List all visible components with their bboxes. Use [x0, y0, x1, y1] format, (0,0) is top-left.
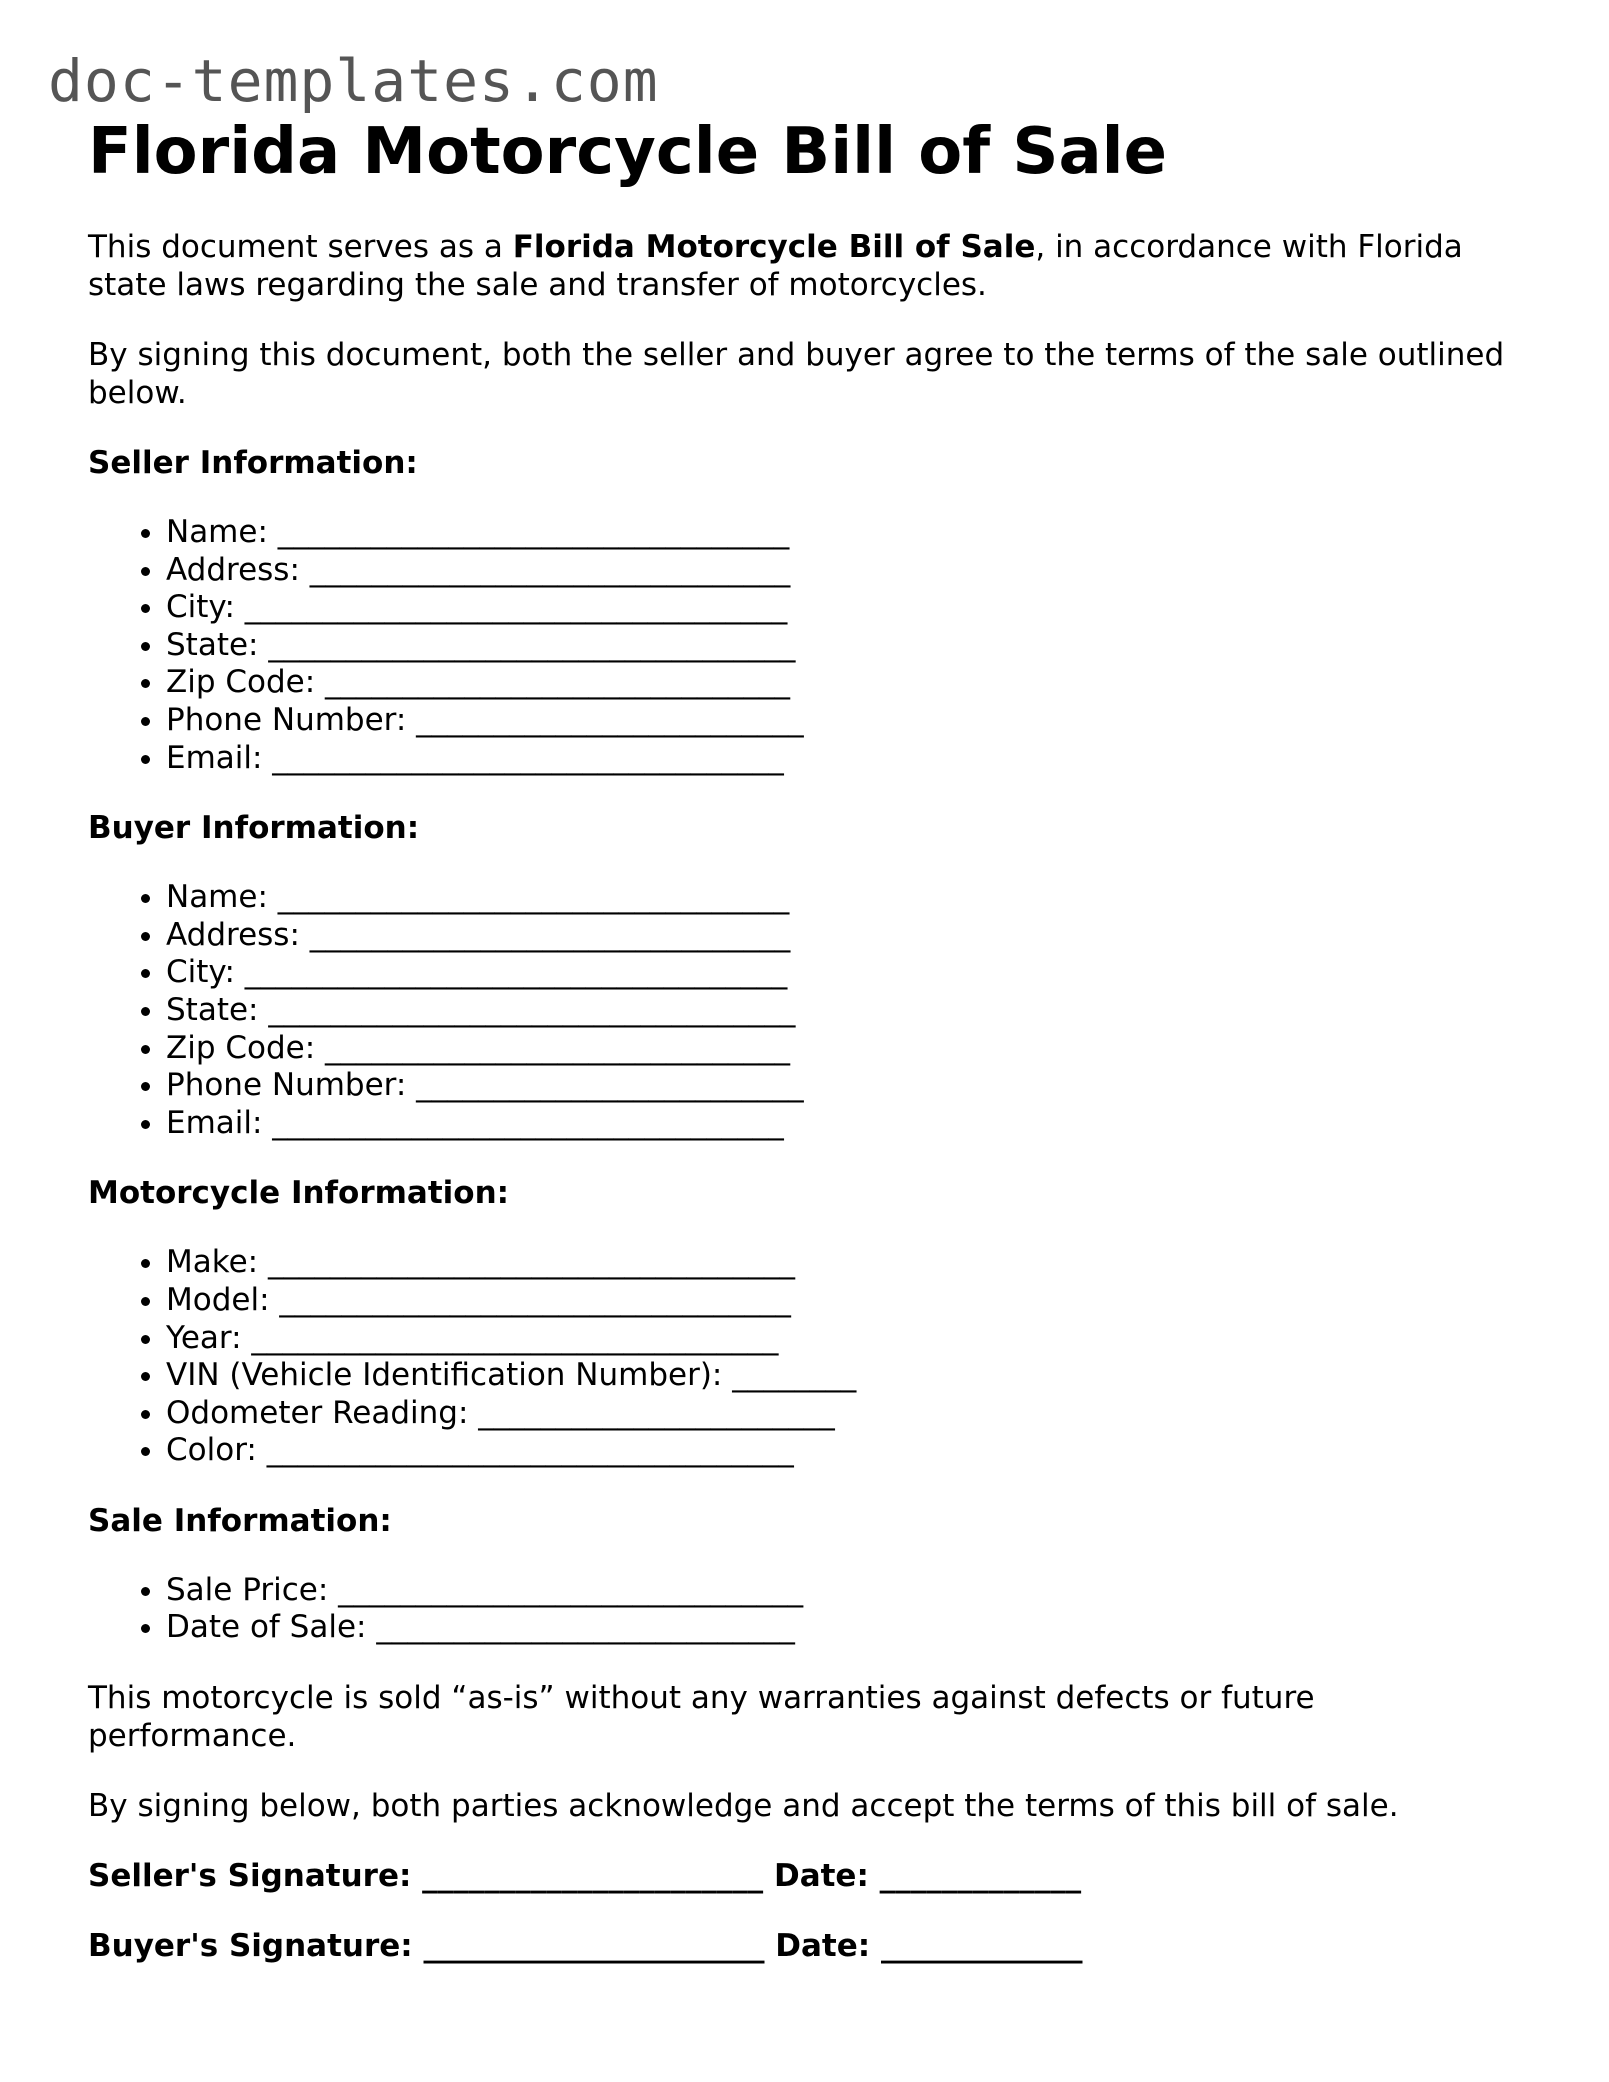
sale-date-field: • Date of Sale: ___________________________ [166, 1609, 1528, 1647]
sale-heading: Sale Information: [88, 1502, 392, 1539]
intro-text-before: This document serves as a [88, 229, 513, 265]
buyer-email-field: • Email: _________________________________ [166, 1105, 1528, 1143]
buyer-zip-field: • Zip Code: ______________________________ [166, 1030, 1528, 1068]
motorcycle-odometer-field: • Odometer Reading: _______________________ [166, 1395, 1528, 1433]
seller-email-field: • Email: _________________________________ [166, 740, 1528, 778]
motorcycle-vin-field: • VIN (Vehicle Identification Number): ________ [166, 1357, 1528, 1395]
buyer-city-field: • City: ___________________________________ [166, 954, 1528, 992]
buyer-name-field: • Name: _________________________________ [166, 879, 1528, 917]
seller-name-field: • Name: _________________________________ [166, 514, 1528, 552]
watermark: doc-templates.com [48, 47, 659, 115]
buyer-address-field: • Address: _______________________________ [166, 917, 1528, 955]
intro-paragraph [88, 228, 1528, 304]
seller-phone-field: • Phone Number: _________________________ [166, 702, 1528, 740]
motorcycle-make-field: • Make: __________________________________ [166, 1244, 1528, 1282]
acknowledge-paragraph: By signing below, both parties acknowledge and accept the terms of this bill of sale. [88, 1788, 1399, 1825]
motorcycle-color-field: • Color: __________________________________ [166, 1432, 1528, 1470]
seller-fields [88, 514, 1528, 777]
motorcycle-fields [88, 1244, 1528, 1470]
intro-text-bold: Florida Motorcycle Bill of Sale [512, 229, 1036, 265]
seller-zip-field: • Zip Code: ______________________________ [166, 664, 1528, 702]
buyer-phone-field: • Phone Number: _________________________ [166, 1067, 1528, 1105]
page-title: Florida Motorcycle Bill of Sale [88, 115, 1167, 189]
agreement-paragraph: By signing this document, both the seller and buyer agree to the terms of the sale outlined below. [88, 337, 1505, 411]
motorcycle-heading: Motorcycle Information: [88, 1175, 510, 1212]
seller-signature-line: Seller's Signature: ______________________ Date: _____________ [88, 1858, 1082, 1895]
seller-address-field: • Address: _______________________________ [166, 552, 1528, 590]
buyer-state-field: • State: __________________________________ [166, 992, 1528, 1030]
document-body [88, 112, 1528, 1965]
buyer-fields [88, 879, 1528, 1142]
buyer-signature-line: Buyer's Signature: ______________________ Date: _____________ [88, 1928, 1083, 1965]
as-is-paragraph: This motorcycle is sold “as-is” without any warranties against defects or future performance. [88, 1680, 1315, 1755]
buyer-heading: Buyer Information: [88, 810, 420, 847]
seller-city-field: • City: ___________________________________ [166, 589, 1528, 627]
seller-heading: Seller Information: [88, 445, 418, 481]
motorcycle-model-field: • Model: _________________________________ [166, 1282, 1528, 1320]
intro-text-after: , in accordance with Florida state laws regarding the sale and transfer of motorcycles. [88, 229, 1463, 303]
seller-state-field: • State: __________________________________ [166, 627, 1528, 665]
sale-fields [88, 1572, 1528, 1647]
sale-price-field: • Sale Price: ______________________________ [166, 1572, 1528, 1610]
motorcycle-year-field: • Year: __________________________________ [166, 1320, 1528, 1358]
